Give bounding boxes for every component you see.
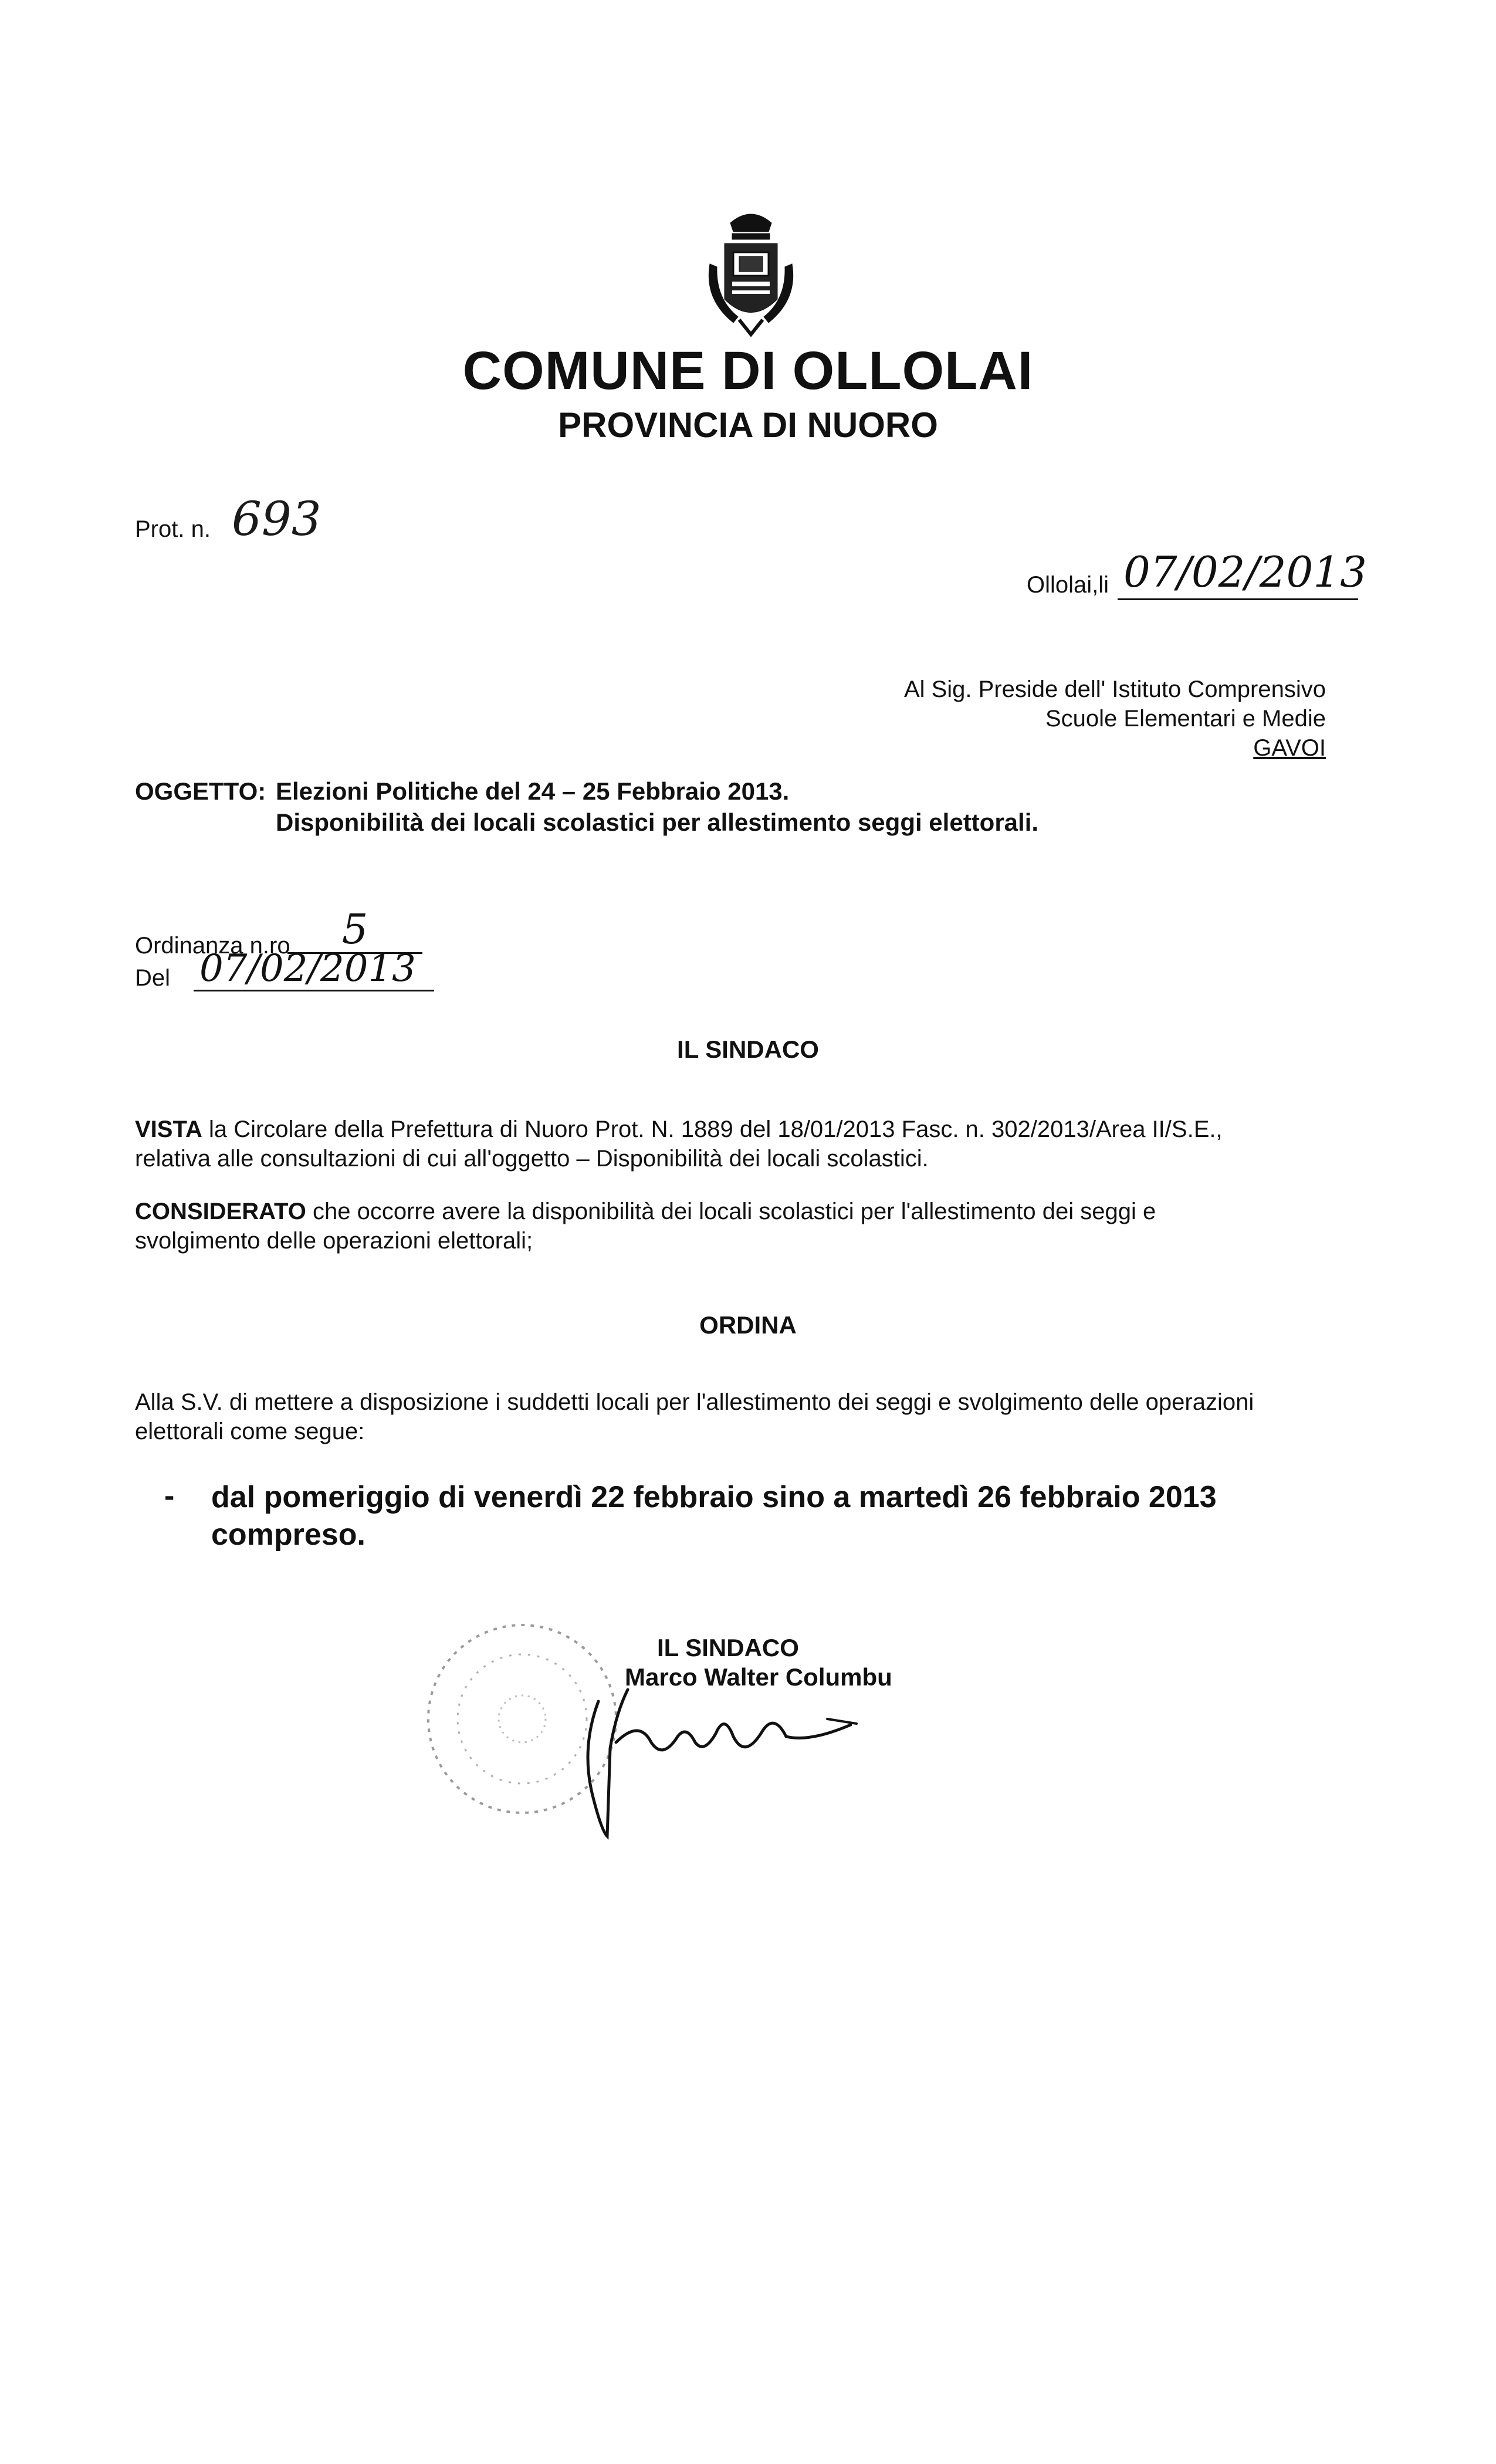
vista-text: relativa alle consultazioni di cui all'oggetto – Disponibilità dei locali scolastici. (135, 1146, 929, 1172)
considerato-text: che occorre avere la disponibilità dei locali scolastici per l'allestimento dei seggi e (313, 1199, 1156, 1224)
signature-name: Marco Walter Columbu (625, 1663, 892, 1691)
heading-ordina: ORDINA (699, 1311, 797, 1339)
handwritten-signature-icon (575, 1678, 880, 1842)
signature-title: IL SINDACO (657, 1634, 799, 1661)
ordinance-label: Ordinanza n.ro (135, 933, 290, 959)
municipality-title: COMUNE DI OLLOLAI (462, 341, 1034, 401)
order-text: elettorali come segue: (135, 1419, 365, 1444)
vista-text: la Circolare della Prefettura di Nuoro Prot. N. 1889 del 18/01/2013 Fasc. n. 302/2013/Area II/S.E., (208, 1116, 1223, 1142)
ordinance-number: 5 (287, 906, 422, 954)
recipient-line: Scuole Elementari e Medie (1045, 706, 1326, 732)
considerato-paragraph (135, 1197, 1338, 1255)
province-subtitle: PROVINCIA DI NUORO (558, 405, 938, 445)
place-date-label: Ollolai,li (1027, 572, 1109, 598)
recipient-line: Al Sig. Preside dell' Istituto Comprensivo (903, 676, 1326, 702)
considerato-keyword: CONSIDERATO (135, 1199, 306, 1224)
bullet-text (211, 1478, 1297, 1553)
recipient-block (904, 675, 1326, 763)
order-paragraph (135, 1387, 1338, 1446)
considerato-text: svolgimento delle operazioni elettorali; (135, 1228, 533, 1254)
recipient-city: GAVOI (1253, 735, 1326, 761)
heading-sindaco: IL SINDACO (677, 1035, 819, 1063)
protocol-label: Prot. n. (135, 516, 211, 542)
subject-line: Elezioni Politiche del 24 – 25 Febbraio 2013. (276, 777, 790, 805)
subject-line: Disponibilità dei locali scolastici per allestimento seggi elettorali. (276, 808, 1039, 836)
bullet-line: dal pomeriggio di venerdì 22 febbraio sino a martedì 26 febbraio 2013 (211, 1480, 1217, 1514)
vista-keyword: VISTA (135, 1116, 202, 1142)
ordinance-date-label: Del (135, 965, 171, 991)
bullet-line: compreso. (211, 1518, 365, 1552)
bullet-dash: - (164, 1479, 175, 1513)
vista-paragraph (135, 1115, 1338, 1173)
municipal-crest-icon (675, 199, 827, 352)
protocol-number: 693 (232, 492, 321, 546)
order-text: Alla S.V. di mettere a disposizione i suddetti locali per l'allestimento dei seggi e svolgimento delle operazioni (135, 1389, 1254, 1415)
subject-label: OGGETTO: (135, 777, 266, 805)
ordinance-date: 07/02/2013 (194, 947, 434, 991)
place-date-value: 07/02/2013 (1118, 546, 1358, 600)
